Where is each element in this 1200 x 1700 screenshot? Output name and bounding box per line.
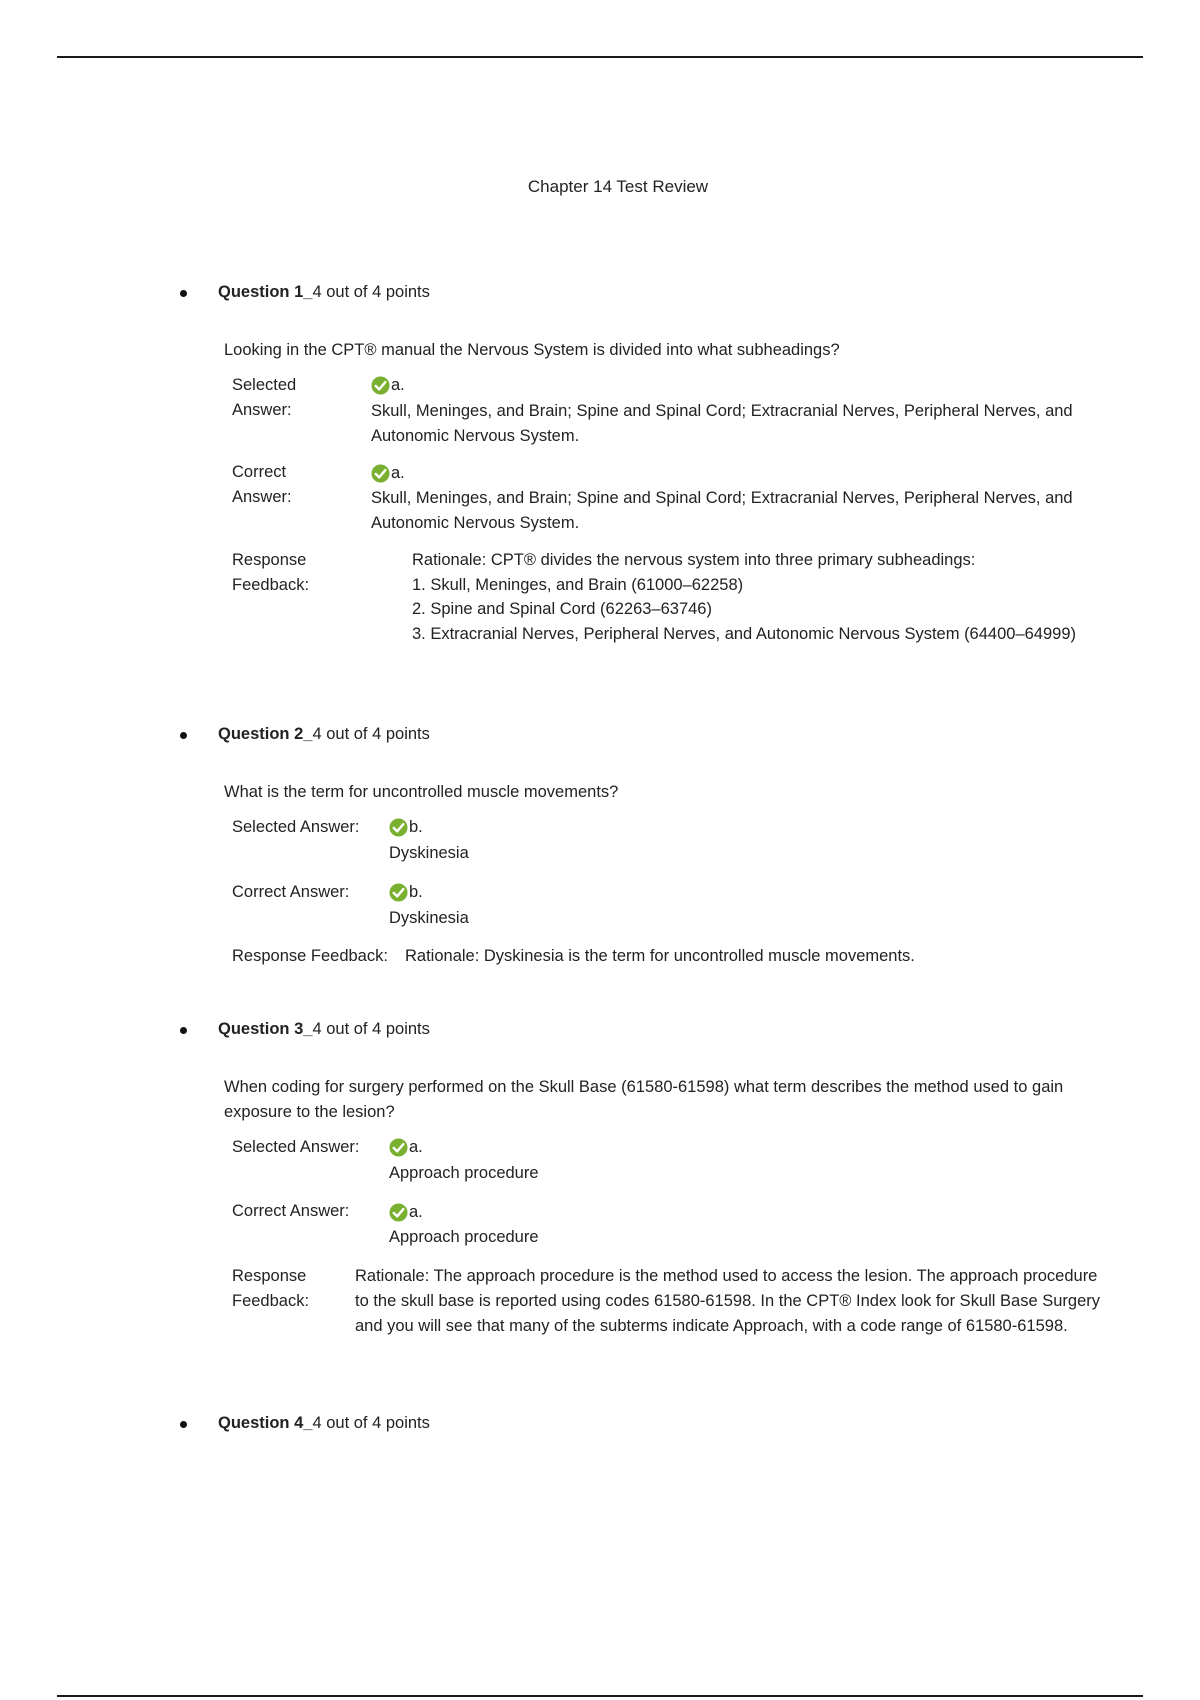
response-feedback-label: Response Feedback: <box>232 1267 310 1310</box>
correct-answer-row <box>232 880 1130 931</box>
response-feedback-row <box>232 944 1130 969</box>
selected-answer-label: Selected Answer: <box>232 817 360 836</box>
bottom-rule <box>57 1695 1143 1697</box>
question-text: When coding for surgery performed on the Skull Base (61580-61598) what term describes the method used to gain exposure to the lesion? <box>224 1078 1064 1121</box>
question-title: Question 1_4 out of 4 points <box>218 283 430 301</box>
question-title: Question 3_4 out of 4 points <box>218 1020 430 1038</box>
question-3 <box>180 1017 1130 1338</box>
response-feedback-label: Response Feedback: <box>232 947 388 966</box>
question-title: Question 2_4 out of 4 points <box>218 725 430 743</box>
question-header <box>180 722 1130 748</box>
question-points: 4 out of 4 points <box>312 725 430 743</box>
answer-text: Approach procedure <box>389 1163 539 1182</box>
bullet-icon <box>180 1027 187 1034</box>
selected-answer-row <box>232 1135 1130 1186</box>
answer-letter: b. <box>409 818 423 837</box>
bullet-icon <box>180 732 187 739</box>
question-header <box>180 280 1130 306</box>
bullet-icon <box>180 1421 187 1428</box>
correct-answer-label: Correct Answer: <box>232 882 350 901</box>
top-rule <box>57 56 1143 58</box>
selected-answer-label: Selected Answer: <box>232 1137 360 1156</box>
response-feedback-row <box>232 1264 1130 1338</box>
question-2 <box>180 722 1130 969</box>
correct-answer-row <box>232 1199 1130 1250</box>
question-points: 4 out of 4 points <box>312 1414 430 1432</box>
answer-letter: a. <box>391 463 405 482</box>
correct-answer-value <box>389 1199 1130 1250</box>
answer-text: Dyskinesia <box>389 843 469 862</box>
response-feedback-row <box>232 548 1130 647</box>
answer-text: Skull, Meninges, and Brain; Spine and Spinal Cord; Extracranial Nerves, Peripheral Nerves, and Autonomic Nervous System. <box>371 401 1073 445</box>
correct-answer-label: Correct Answer: <box>232 463 292 506</box>
check-circle-icon <box>371 464 390 483</box>
response-feedback-label: Response Feedback: <box>232 550 310 594</box>
correct-answer-value <box>371 460 1111 536</box>
answer-letter: a. <box>409 1202 423 1221</box>
correct-answer-row <box>232 460 1130 536</box>
correct-answer-value <box>389 880 1130 931</box>
check-circle-icon <box>371 376 390 395</box>
selected-answer-row <box>232 373 1130 449</box>
question-header <box>180 1411 1130 1437</box>
selected-answer-value <box>371 373 1111 449</box>
answer-letter: b. <box>409 883 423 902</box>
answer-text: Skull, Meninges, and Brain; Spine and Spinal Cord; Extracranial Nerves, Peripheral Nerves, and Autonomic Nervous System. <box>371 489 1073 532</box>
check-circle-icon <box>389 818 408 837</box>
check-circle-icon <box>389 883 408 902</box>
question-title: Question 4_4 out of 4 points <box>218 1414 430 1432</box>
response-feedback-text: Rationale: CPT® divides the nervous system into three primary subheadings: 1. Skull, Meninges, and Brain (61000–62258) 2. Spine and Spinal Cord (62263–63746) 3. Extracranial Nerves, Peripheral Nerves, and Autonomic Nervous System (64400–64999) <box>412 550 1076 643</box>
question-header <box>180 1017 1130 1043</box>
selected-answer-value <box>389 1135 1130 1186</box>
question-1 <box>180 280 1130 647</box>
bullet-icon <box>180 290 187 297</box>
selected-answer-value <box>389 815 1130 866</box>
question-text: Looking in the CPT® manual the Nervous System is divided into what subheadings? <box>224 341 840 359</box>
correct-answer-label: Correct Answer: <box>232 1202 350 1221</box>
answer-text: Approach procedure <box>389 1228 539 1247</box>
answer-letter: a. <box>391 376 405 395</box>
page-title: Chapter 14 Test Review <box>527 177 709 196</box>
question-text: What is the term for uncontrolled muscle movements? <box>224 783 619 801</box>
selected-answer-row <box>232 815 1130 866</box>
check-circle-icon <box>389 1203 408 1222</box>
answer-letter: a. <box>409 1138 423 1157</box>
response-feedback-text: Rationale: Dyskinesia is the term for uncontrolled muscle movements. <box>405 947 915 966</box>
question-points: 4 out of 4 points <box>312 1020 430 1038</box>
answer-text: Dyskinesia <box>389 908 469 927</box>
question-points: 4 out of 4 points <box>312 283 430 301</box>
check-circle-icon <box>389 1138 408 1157</box>
response-feedback-text: Rationale: The approach procedure is the method used to access the lesion. The approach procedure to the skull base is reported using codes 61580-61598. In the CPT® Index look for Skull Base Surgery and you will see that many of the subterms indicate Approach, with a code range of 61580-61598. <box>355 1267 1100 1335</box>
selected-answer-label: Selected Answer: <box>232 375 297 419</box>
question-4 <box>180 1411 1130 1437</box>
